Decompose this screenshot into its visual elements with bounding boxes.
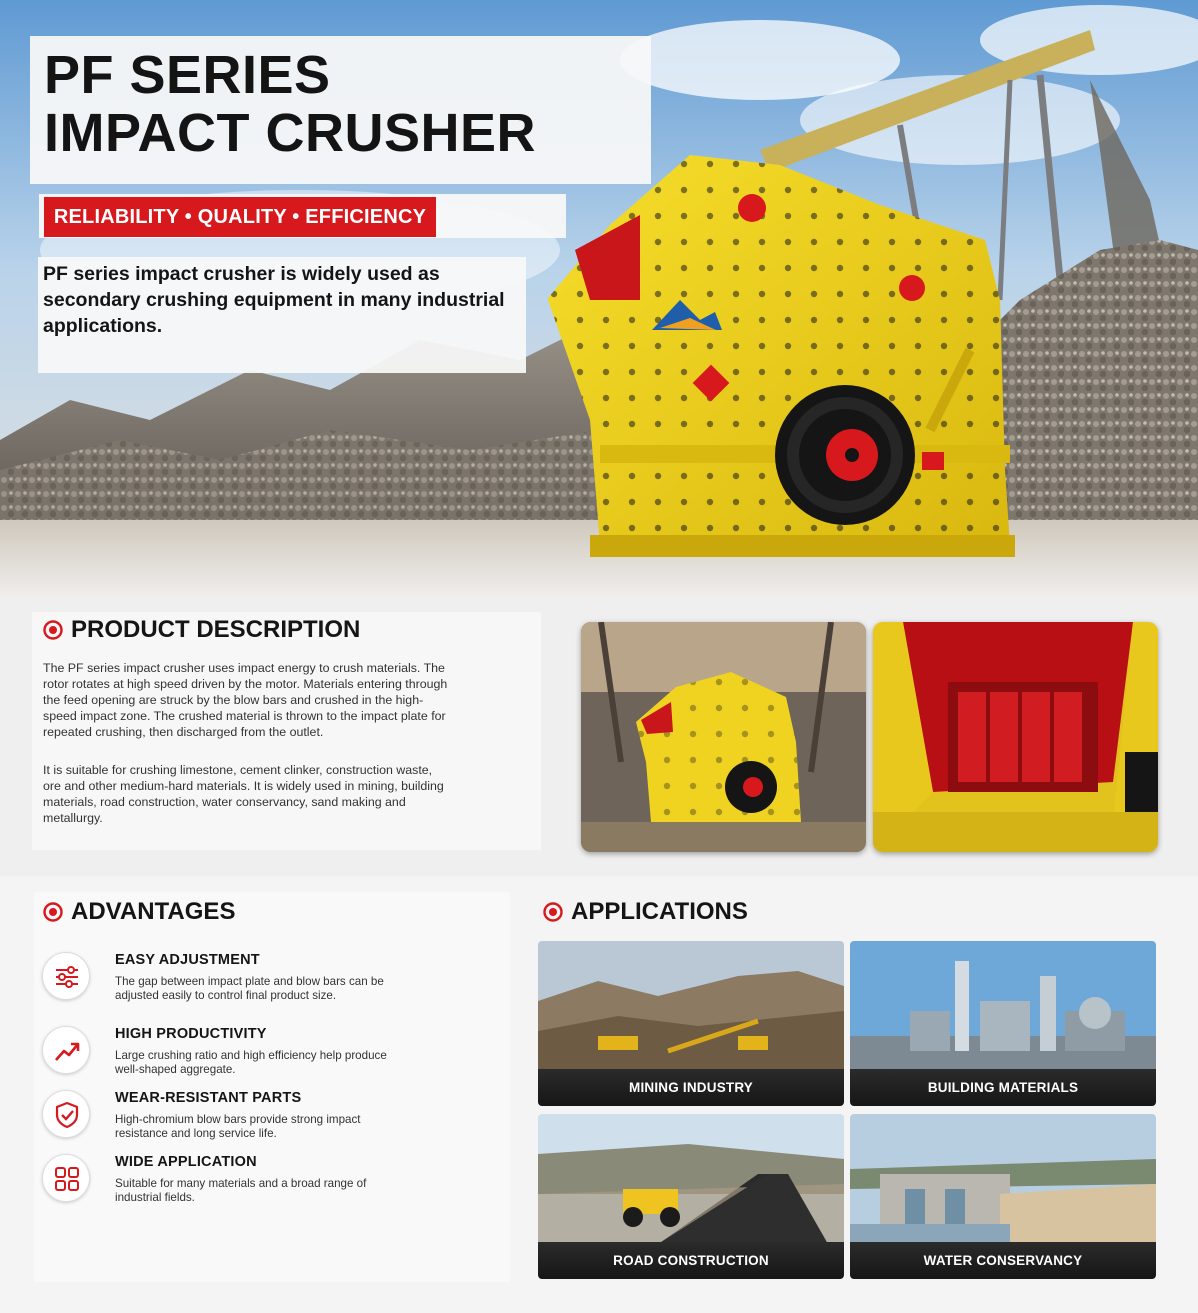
title-panel [30,36,651,184]
advantage-heading: WEAR-RESISTANT PARTS [115,1090,302,1106]
advantage-item [42,952,482,1012]
cement-plant-image [850,941,1156,1071]
advantages-title: ADVANTAGES [71,898,236,925]
advantage-heading: EASY ADJUSTMENT [115,952,260,968]
description-heading [43,616,360,644]
grid-icon [52,1164,82,1194]
application-tile-mining[interactable] [538,941,844,1106]
trend-up-icon [52,1036,82,1066]
advantage-item [42,1026,482,1086]
trend-up-icon-badge [42,1026,90,1074]
sliders-icon [52,962,82,992]
applications-title: APPLICATIONS [571,898,748,925]
shield-check-icon-badge [42,1090,90,1138]
shield-check-icon [52,1100,82,1130]
applications-heading [543,898,748,926]
sliders-icon-badge [42,952,90,1000]
mining-site-image [538,941,844,1071]
application-label: BUILDING MATERIALS [850,1069,1156,1106]
advantage-heading: WIDE APPLICATION [115,1154,257,1170]
advantages-applications-section [0,876,1198,1313]
target-icon [543,902,563,922]
crusher-interior-photo [873,622,1158,852]
application-label: ROAD CONSTRUCTION [538,1242,844,1279]
application-tile-water[interactable] [850,1114,1156,1279]
advantage-text: High-chromium blow bars provide strong impact resistance and long service life. [115,1113,361,1140]
advantage-text: The gap between impact plate and blow bars can be adjusted easily to control final product size. [115,975,384,1002]
target-icon [43,620,63,640]
target-icon [43,902,63,922]
application-tile-building[interactable] [850,941,1156,1106]
product-description-section [0,600,1198,876]
description-title: PRODUCT DESCRIPTION [71,616,361,643]
advantage-item [42,1154,482,1214]
advantages-heading [43,898,235,926]
dam-image [850,1114,1156,1244]
intro-panel [38,257,526,373]
advantage-text: Large crushing ratio and high efficiency help produce well-shaped aggregate. [115,1049,387,1076]
page-title-line-1: PF SERIES [44,45,331,105]
intro-text: PF series impact crusher is widely used as secondary crushing equipment in many industrial applications. [43,263,505,337]
advantage-item [42,1090,482,1150]
advantages-card [34,892,510,1282]
application-tile-road[interactable] [538,1114,844,1279]
application-label: WATER CONSERVANCY [850,1242,1156,1279]
grid-icon-badge [42,1154,90,1202]
advantage-text: Suitable for many materials and a broad range of industrial fields. [115,1177,367,1204]
advantage-heading: HIGH PRODUCTIVITY [115,1026,267,1042]
page-title-line-2: IMPACT CRUSHER [44,103,536,163]
application-label: MINING INDUSTRY [538,1069,844,1106]
road-construction-image [538,1114,844,1244]
crusher-site-photo [581,622,866,852]
description-paragraph-2: It is suitable for crushing limestone, cement clinker, construction waste, ore and other medium-hard materials. It is widely used in mining, building materials, road construction, water conservancy, sand making and metallurgy. [43,763,444,825]
tagline-badge: RELIABILITY • QUALITY • EFFICIENCY [44,197,436,237]
description-paragraph-1: The PF series impact crusher uses impact energy to crush materials. The rotor rotates at high speed driven by the motor. Materials entering through the feed opening are struck by the blow bars and crushed in the high-speed impact zone. The crushed material is thrown to the impact plate for repeated crushing, then discharged from the outlet. [43,661,448,739]
hero-banner [0,0,1198,600]
